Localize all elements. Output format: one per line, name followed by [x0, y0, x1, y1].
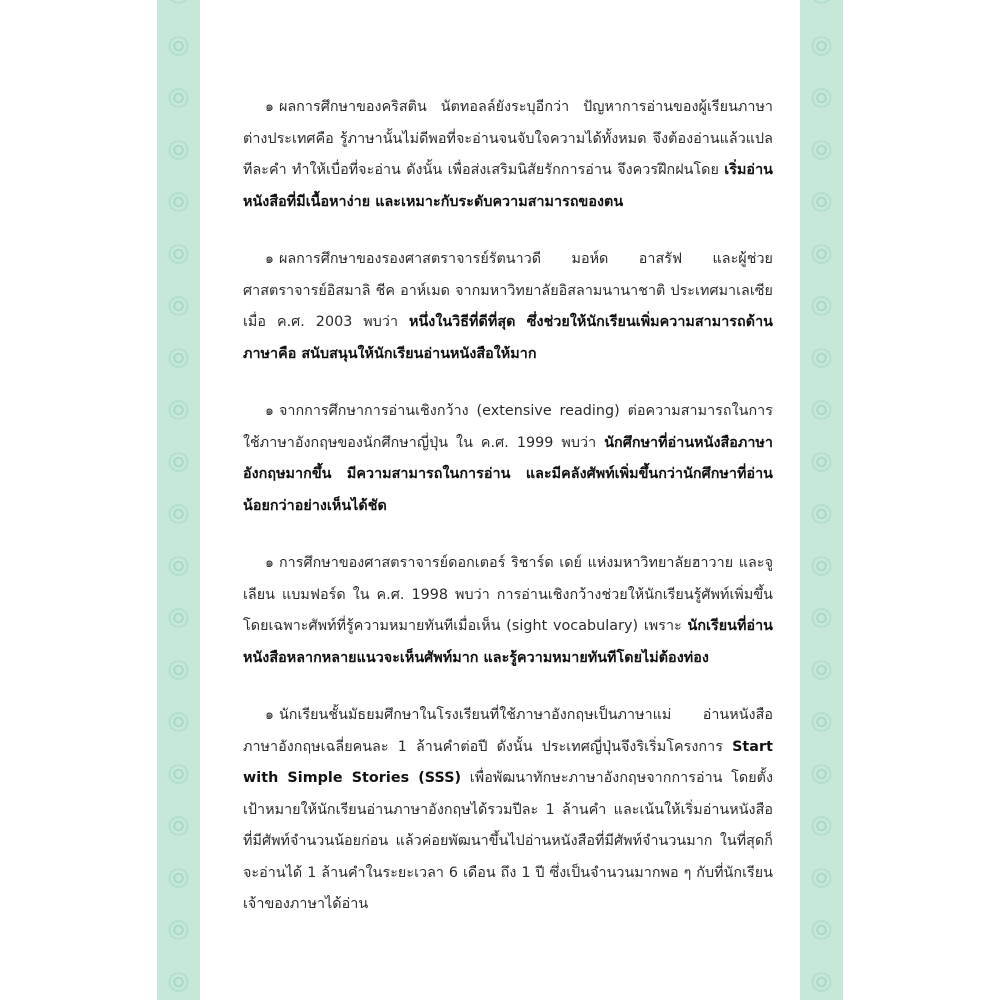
- paragraph-1-emphasis: เริ่มอ่านหนังสือที่มีเนื้อหาง่าย และเหมาะกับระดับความสามารถของตน: [243, 162, 773, 210]
- paragraph-4-emphasis: นักเรียนที่อ่านหนังสือหลากหลายแนวจะเห็นศัพท์มาก และรู้ความหมายทันทีโดยไม่ต้องท่อง: [243, 618, 773, 666]
- right-decorative-border: [800, 0, 843, 1000]
- left-decorative-border: [157, 0, 200, 1000]
- bullet-icon: ๑: [265, 555, 274, 571]
- paragraph-3: [243, 396, 773, 522]
- bullet-icon: ๑: [265, 707, 274, 723]
- paragraph-4: [243, 548, 773, 674]
- paragraph-5: [243, 700, 773, 921]
- bullet-icon: ๑: [265, 403, 274, 419]
- paragraph-4-text: การศึกษาของศาสตราจารย์ดอกเตอร์ ริชาร์ด เดย์ แห่งมหาวิทยาลัยฮาวาย และจูเลียน แบมฟอร์ด ใน ค.ศ. 1998 พบว่า การอ่านเชิงกว้างช่วยให้นักเรียนรู้ศัพท์เพิ่มขึ้นโดยเฉพาะศัพท์ที่รู้ความหมายทันทีเมื่อเห็น (sight vocabulary) เพราะ: [243, 555, 773, 634]
- paragraph-5-text-continued: เพื่อพัฒนาทักษะภาษาอังกฤษจากการอ่าน โดยตั้งเป้าหมายให้นักเรียนอ่านภาษาอังกฤษได้รวมปีละ 1 ล้านคำ และเน้นให้เริ่มอ่านหนังสือที่มีศัพท์จำนวนน้อยก่อน แล้วค่อยพัฒนาขึ้นไปอ่านหนังสือที่มีศัพท์จำนวนมาก ในที่สุดก็จะอ่านได้ 1 ล้านคำในระยะเวลา 6 เดือน ถึง 1 ปี ซึ่งเป็นจำนวนมากพอ ๆ กับที่นักเรียนเจ้าของภาษาได้อ่าน: [243, 770, 773, 912]
- page-body: [243, 92, 773, 947]
- paragraph-5-project-name: Start with Simple Stories (SSS): [243, 738, 773, 786]
- paragraph-1: [243, 92, 773, 218]
- paragraph-2: [243, 244, 773, 370]
- bullet-icon: ๑: [265, 251, 274, 267]
- bullet-icon: ๑: [265, 99, 274, 115]
- paragraph-5-text: นักเรียนชั้นมัธยมศึกษาในโรงเรียนที่ใช้ภาษาอังกฤษเป็นภาษาแม่ อ่านหนังสือภาษาอังกฤษเฉลี่ยคนละ 1 ล้านคำต่อปี ดังนั้น ประเทศญี่ปุ่นจึงริเริ่มโครงการ: [243, 707, 773, 755]
- paragraph-1-text: ผลการศึกษาของคริสติน นัตทอลล์ยังระบุอีกว่า ปัญหาการอ่านของผู้เรียนภาษาต่างประเทศคือ รู้ภาษานั้นไม่ดีพอที่จะอ่านจนจับใจความได้ทั้งหมด จึงต้องอ่านแล้วแปลทีละคำ ทำให้เบื่อที่จะอ่าน ดังนั้น เพื่อส่งเสริมนิสัยรักการอ่าน จึงควรฝึกฝนโดย: [243, 99, 773, 178]
- paragraph-3-text: จากการศึกษาการอ่านเชิงกว้าง (extensive reading) ต่อความสามารถในการใช้ภาษาอังกฤษของนักศึกษาญี่ปุ่น ใน ค.ศ. 1999 พบว่า: [243, 403, 773, 451]
- paragraph-2-emphasis: หนึ่งในวิธีที่ดีที่สุด ซึ่งช่วยให้นักเรียนเพิ่มความสามารถด้านภาษาคือ สนับสนุนให้นักเรียนอ่านหนังสือให้มาก: [243, 314, 773, 362]
- paragraph-2-text: ผลการศึกษาของรองศาสตราจารย์รัตนาวดี มอห์ด อาสรัฟ และผู้ช่วยศาสตราจารย์อิสมาลิ ชีค อาห์เมด จากมหาวิทยาลัยอิสลามนานาชาติ ประเทศมาเลเซีย เมื่อ ค.ศ. 2003 พบว่า: [243, 251, 773, 330]
- paragraph-3-emphasis: นักศึกษาที่อ่านหนังสือภาษาอังกฤษมากขึ้น มีความสามารถในการอ่าน และมีคลังศัพท์เพิ่มขึ้นกว่านักศึกษาที่อ่านน้อยกว่าอย่างเห็นได้ชัด: [243, 434, 773, 514]
